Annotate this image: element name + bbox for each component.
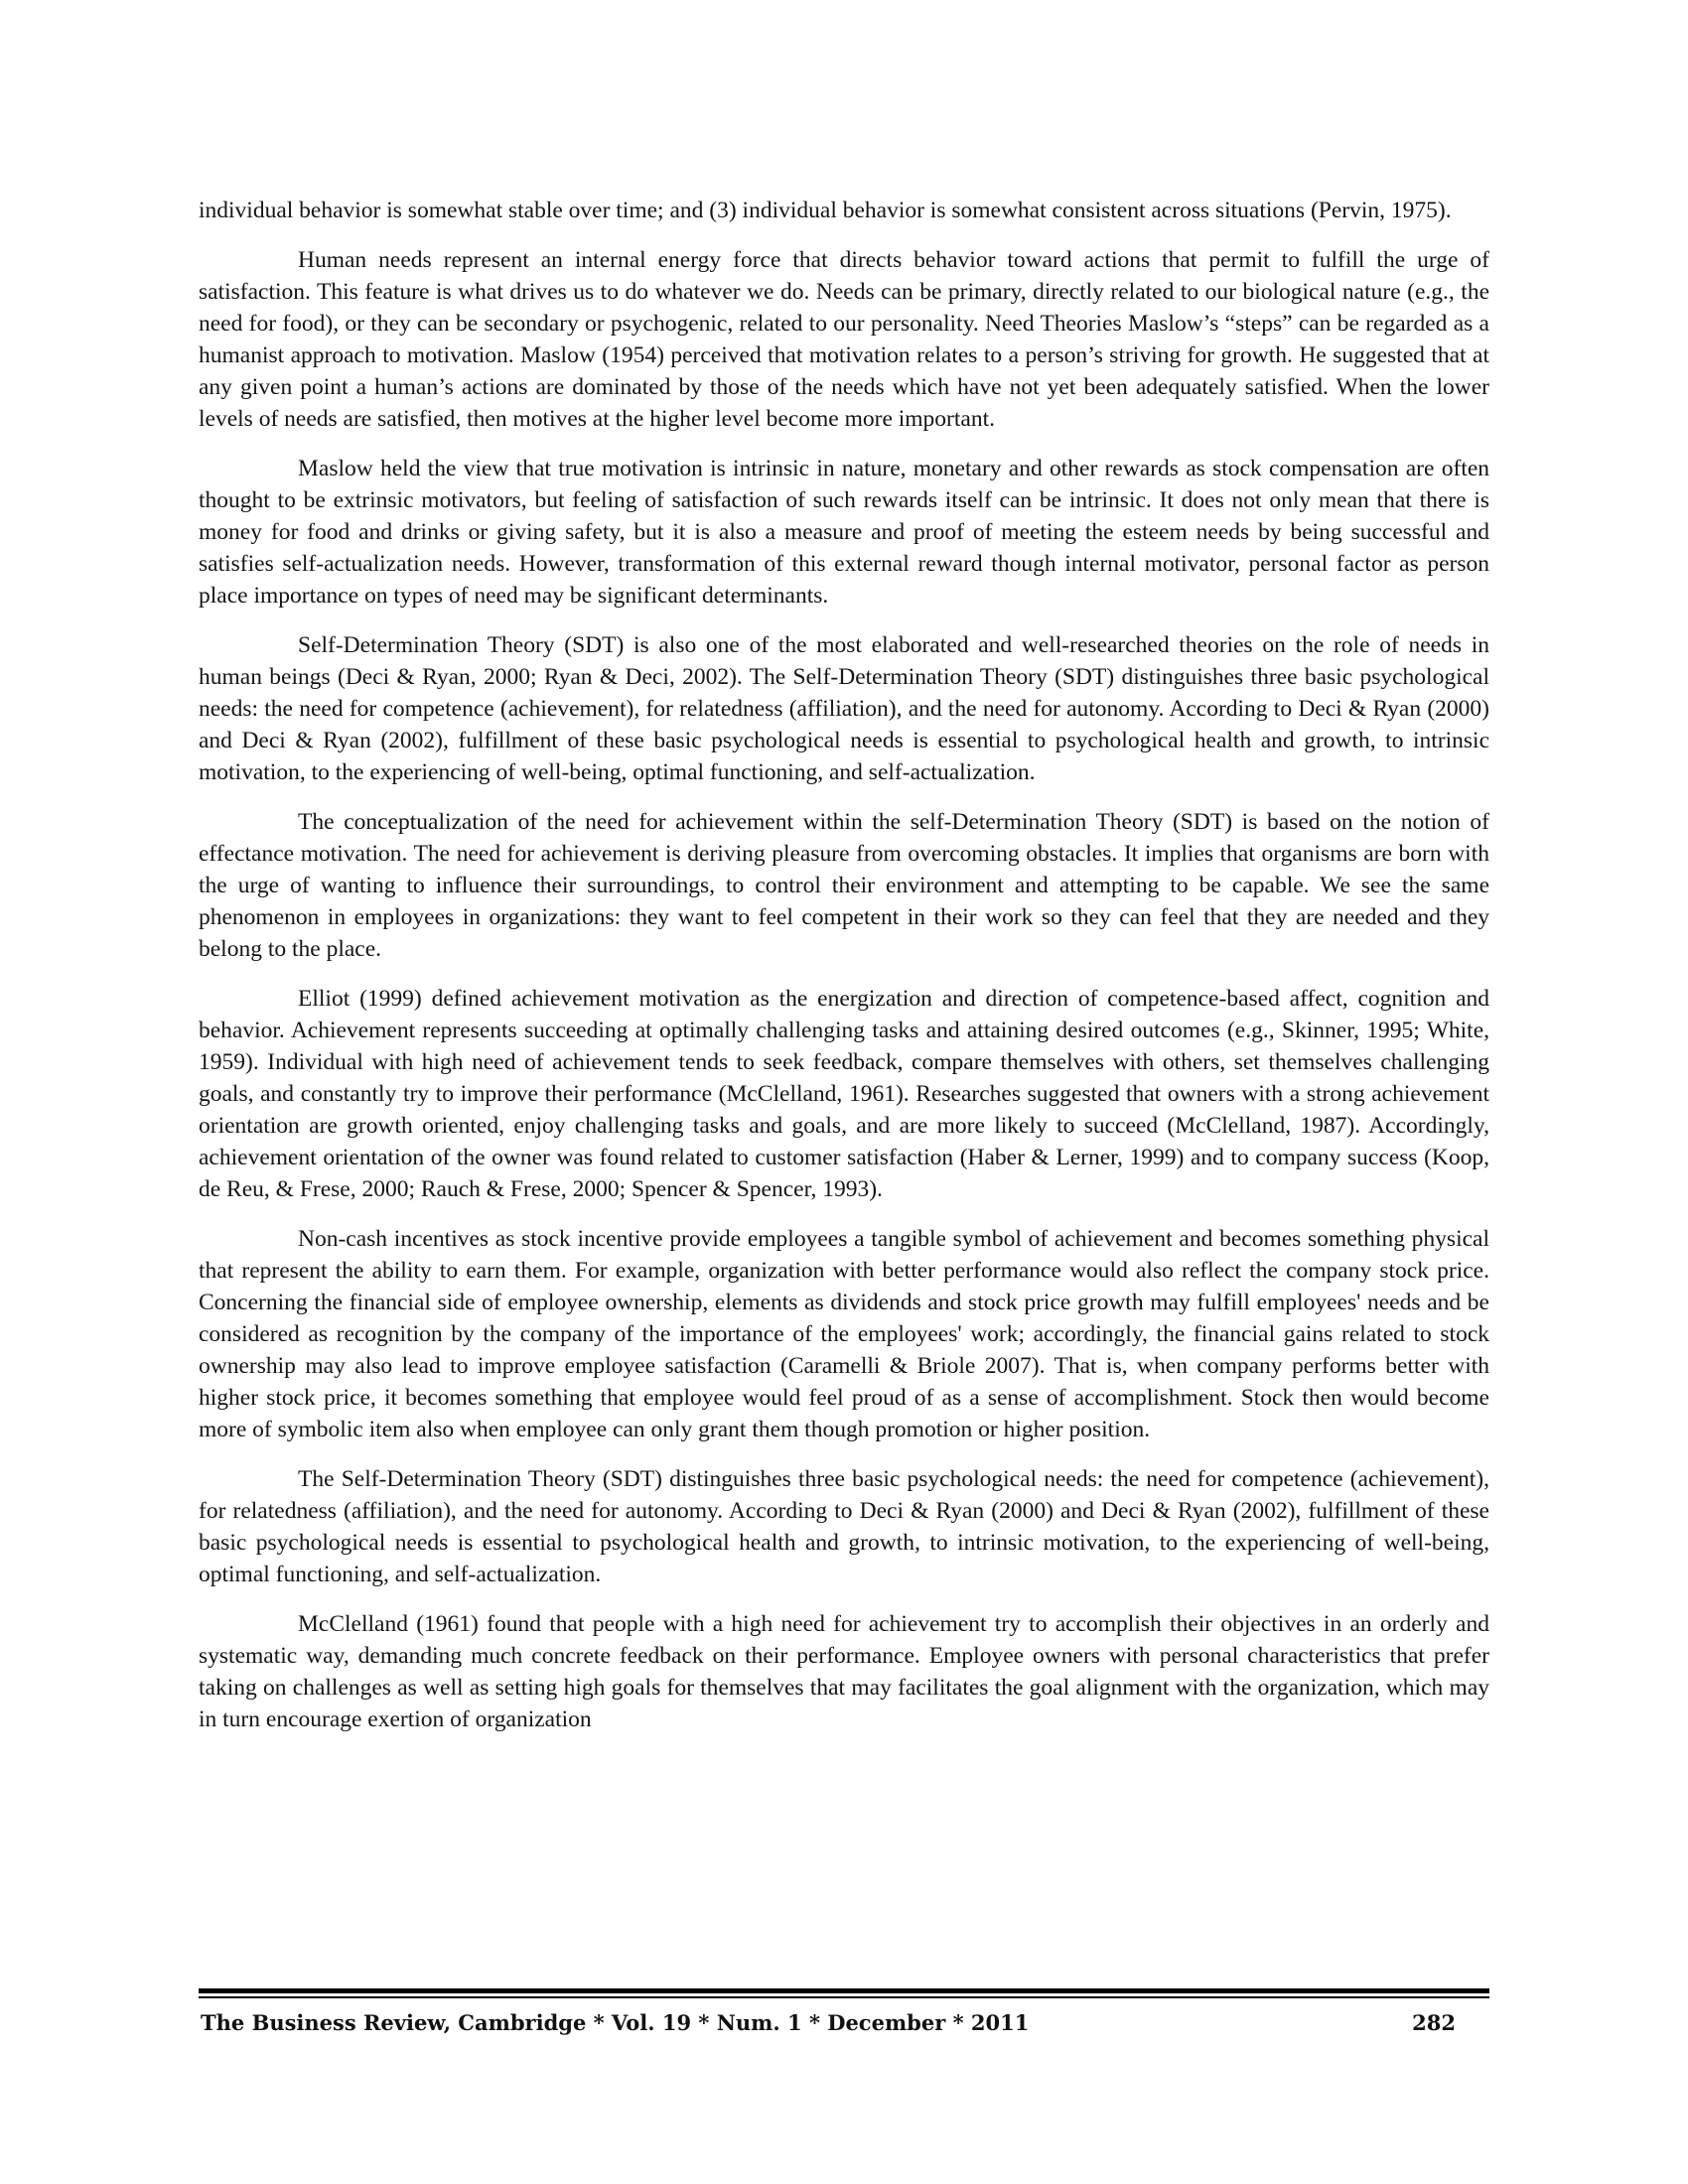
footer-row xyxy=(199,1998,1489,2035)
paragraph-non-cash-incentives: Non-cash incentives as stock incentive provide employees a tangible symbol of achievement and becomes something physical that represent the ability to earn them. For example, organization with better performance would also reflect the company stock price. Concerning the financial side of employee ownership, elements as dividends and stock price growth may fulfill employees' needs and be considered as recognition by the company of the importance of the employees' work; accordingly, the financial gains related to stock ownership may also lead to improve employee satisfaction (Caramelli & Briole 2007). That is, when company performs better with higher stock price, it becomes something that employee would feel proud of as a sense of accomplishment. Stock then would become more of symbolic item also when employee can only grant them though promotion or higher position. xyxy=(199,1226,1489,1442)
page-number: 282 xyxy=(1412,2009,1456,2035)
document-body xyxy=(199,195,1489,1942)
paragraph-sdt-overview: Self-Determination Theory (SDT) is also one of the most elaborated and well-researched theories on the role of needs in human beings (Deci & Ryan, 2000; Ryan & Deci, 2002). The Self-Determination Theory (SDT) distinguishes three basic psychological needs: the need for competence (achievement), for relatedness (affiliation), and the need for autonomy. According to Deci & Ryan (2000) and Deci & Ryan (2002), fulfillment of these basic psychological needs is essential to psychological health and growth, to intrinsic motivation, to the experiencing of well-being, optimal functioning, and self-actualization. xyxy=(199,632,1489,785)
paragraph-need-for-achievement: The conceptualization of the need for achievement within the self-Determination Theory (SDT) is based on the notion of effectance motivation. The need for achievement is deriving pleasure from overcoming obstacles. It implies that organisms are born with the urge of wanting to influence their surroundings, to control their environment and attempting to be capable. We see the same phenomenon in employees in organizations: they want to feel competent in their work so they can feel that they are needed and they belong to the place. xyxy=(199,809,1489,962)
paragraph-sdt-needs: The Self-Determination Theory (SDT) distinguishes three basic psychological needs: the need for competence (achievement), for relatedness (affiliation), and the need for autonomy. According to Deci & Ryan (2000) and Deci & Ryan (2002), fulfillment of these basic psychological needs is essential to psychological health and growth, to intrinsic motivation, to the experiencing of well-being, optimal functioning, and self-actualization. xyxy=(199,1466,1489,1587)
paragraph-continued: individual behavior is somewhat stable over time; and (3) individual behavior is somewhat consistent across situations (Pervin, 1975). xyxy=(199,198,1452,223)
paragraph-human-needs: Human needs represent an internal energy force that directs behavior toward actions that permit to fulfill the urge of satisfaction. This feature is what drives us to do whatever we do. Needs can be primary, directly related to our biological nature (e.g., the need for food), or they can be secondary or psychogenic, related to our personality. Need Theories Maslow’s “steps” can be regarded as a humanist approach to motivation. Maslow (1954) perceived that motivation relates to a person’s striving for growth. He suggested that at any given point a human’s actions are dominated by those of the needs which have not yet been adequately satisfied. When the lower levels of needs are satisfied, then motives at the higher level become more important. xyxy=(199,247,1489,432)
paragraph-mcclelland: McClelland (1961) found that people with a high need for achievement try to accomplish their objectives in an orderly and systematic way, demanding much concrete feedback on their performance. Employee owners with personal characteristics that prefer taking on challenges as well as setting high goals for themselves that may facilitates the goal alignment with the organization, which may in turn encourage exertion of organization xyxy=(199,1611,1489,1732)
paragraph-maslow-intrinsic: Maslow held the view that true motivation is intrinsic in nature, monetary and other rewards as stock compensation are often thought to be extrinsic motivators, but feeling of satisfaction of such rewards itself can be intrinsic. It does not only mean that there is money for food and drinks or giving safety, but it is also a measure and proof of meeting the esteem needs by being successful and satisfies self-actualization needs. However, transformation of this external reward though internal motivator, personal factor as person place importance on types of need may be significant determinants. xyxy=(199,456,1489,609)
footer-journal-citation: The Business Review, Cambridge * Vol. 19 * Num. 1 * December * 2011 xyxy=(201,2009,1030,2035)
page-footer xyxy=(199,1988,1489,2035)
paragraph-elliot-achievement: Elliot (1999) defined achievement motivation as the energization and direction of competence-based affect, cognition and behavior. Achievement represents succeeding at optimally challenging tasks and attaining desired outcomes (e.g., Skinner, 1995; White, 1959). Individual with high need of achievement tends to seek feedback, compare themselves with others, set themselves challenging goals, and constantly try to improve their performance (McClelland, 1961). Researches suggested that owners with a strong achievement orientation are growth oriented, enjoy challenging tasks and goals, and are more likely to succeed (McClelland, 1987). Accordingly, achievement orientation of the owner was found related to customer satisfaction (Haber & Lerner, 1999) and to company success (Koop, de Reu, & Frese, 2000; Rauch & Frese, 2000; Spencer & Spencer, 1993). xyxy=(199,986,1489,1202)
